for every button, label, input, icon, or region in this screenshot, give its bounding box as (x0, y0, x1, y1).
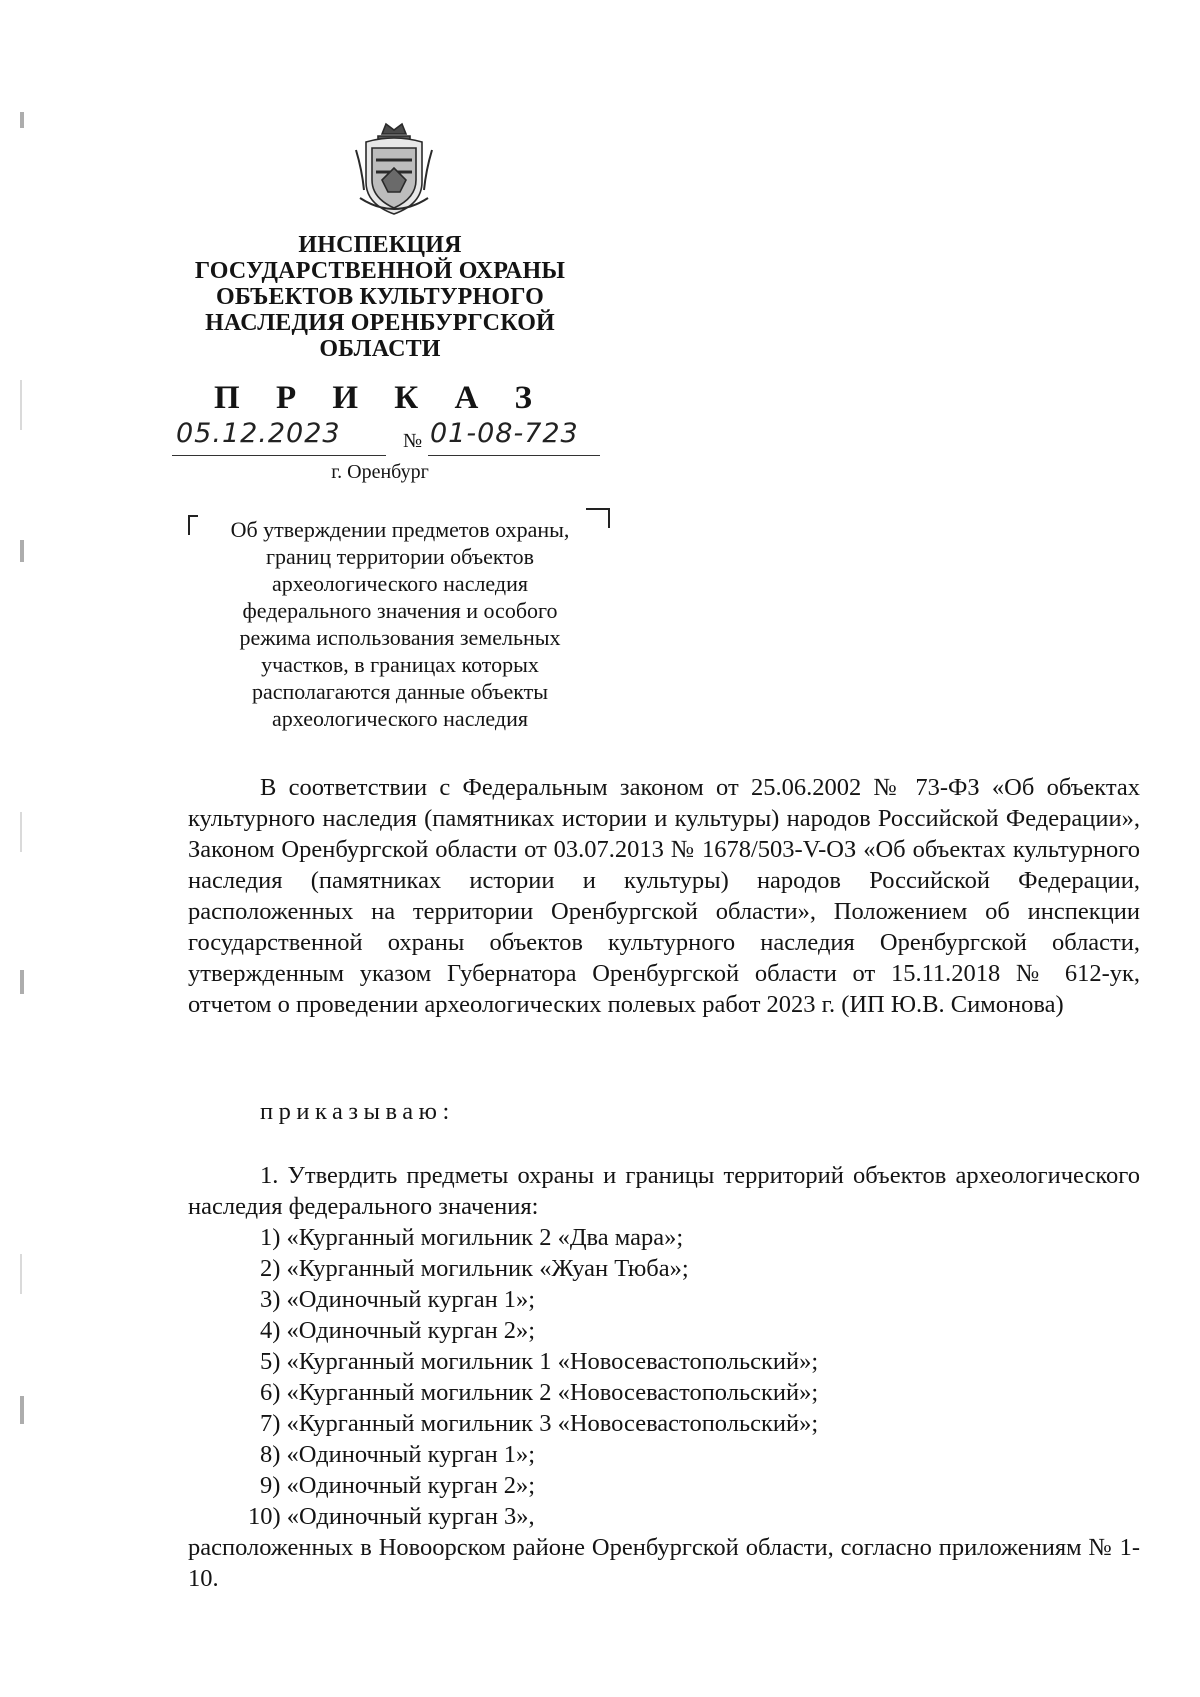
org-line: НАСЛЕДИЯ ОРЕНБУРГСКОЙ (205, 310, 555, 336)
coat-of-arms-icon (352, 120, 436, 220)
list-item: 1) «Курганный могильник 2 «Два мара»; (260, 1224, 684, 1251)
subject-line: участков, в границах которых (261, 652, 539, 677)
subject-line: федерального значения и особого (242, 598, 558, 623)
scan-artifact (20, 540, 24, 562)
number-sign: № (403, 430, 423, 452)
subject-line: режима использования земельных (239, 625, 561, 650)
city-label: г. Оренбург (331, 461, 429, 483)
subject-line: границ территории объектов (265, 544, 535, 569)
list-item: 6) «Курганный могильник 2 «Новосевастопольский»; (260, 1379, 819, 1406)
subject-block (205, 516, 595, 732)
list-item: 4) «Одиночный курган 2»; (260, 1317, 536, 1344)
org-line: ГОСУДАРСТВЕННОЙ ОХРАНЫ (194, 258, 566, 284)
closing-paragraph: расположенных в Новоорском районе Оренбургской области, согласно приложениям № 1-10. (188, 1534, 1140, 1592)
scan-artifact (20, 380, 22, 430)
list-item: 9) «Одиночный курган 2»; (260, 1472, 536, 1499)
scan-artifact (20, 1396, 24, 1424)
scan-artifact (20, 1254, 22, 1294)
scan-artifact (20, 112, 24, 128)
order-number: 01-08-723 (430, 418, 579, 449)
list-item: 7) «Курганный могильник 3 «Новосевастопольский»; (260, 1410, 819, 1437)
date-underline (172, 455, 386, 456)
org-name (170, 232, 590, 362)
list-item: 5) «Курганный могильник 1 «Новосевастопольский»; (260, 1348, 819, 1375)
subject-line: археологического наследия (272, 706, 528, 731)
list-item: 3) «Одиночный курган 1»; (260, 1286, 536, 1313)
scan-artifact (20, 970, 24, 994)
subject-line: располагаются данные объекты (251, 679, 549, 704)
scan-artifact (20, 812, 22, 852)
subject-line: археологического наследия (272, 571, 528, 596)
org-line: ОБЛАСТИ (319, 336, 441, 362)
document-type-title: П Р И К А З (214, 380, 546, 416)
directive-word: приказываю: (260, 1098, 455, 1125)
org-line: ОБЪЕКТОВ КУЛЬТУРНОГО (215, 284, 545, 310)
number-underline (428, 455, 600, 456)
list-item: 8) «Одиночный курган 1»; (260, 1441, 536, 1468)
order-date: 05.12.2023 (176, 418, 341, 449)
object-list (248, 1222, 1140, 1532)
org-line: ИНСПЕКЦИЯ (298, 232, 462, 258)
clause-1: 1. Утвердить предметы охраны и границы территорий объектов археологического наследия федерального значения: (188, 1162, 1140, 1220)
preamble-paragraph: В соответствии с Федеральным законом от 25.06.2002 № 73-ФЗ «Об объектах культурного наследия (памятниках истории и культуры) народов Российской Федерации», Законом Оренбургской области от 03.07.2013 № 1678/503-V-ОЗ «Об объектах культурного наследия (памятниках истории и культуры) народов Российской Федерации, расположенных на территории Оренбургской области», Положением об инспекции государственной охраны объектов культурного наследия Оренбургской области, утвержденным указом Губернатора Оренбургской области от 15.11.2018 № 612-ук, отчетом о проведении археологических полевых работ 2023 г. (ИП Ю.В. Симонова) (188, 774, 1140, 1018)
subject-bracket-left (188, 515, 198, 535)
list-item: 10) «Одиночный курган 3», (248, 1503, 535, 1530)
list-item: 2) «Курганный могильник «Жуан Тюба»; (260, 1255, 689, 1282)
subject-line: Об утверждении предметов охраны, (230, 517, 570, 542)
